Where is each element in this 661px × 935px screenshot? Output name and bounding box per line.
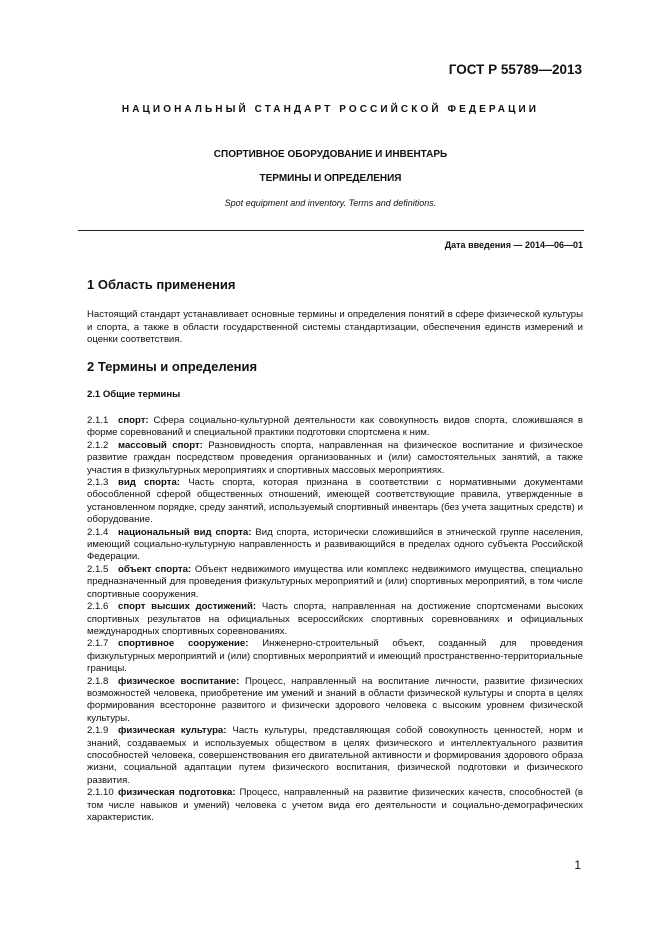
- term-name: спорт:: [118, 415, 149, 426]
- document-title: СПОРТИВНОЕ ОБОРУДОВАНИЕ И ИНВЕНТАРЬ: [213, 149, 448, 160]
- term-number: 2.1.5: [87, 563, 109, 575]
- section-1-heading: 1 Область применения: [87, 277, 236, 292]
- scope-text: Настоящий стандарт устанавливает основные термины и определения понятий в сфере физической культуры и спорта, а также в области государственной системы стандартизации, обеспечения единств измерений и оценки соответствия.: [87, 309, 583, 345]
- term-name: физическое воспитание:: [118, 675, 240, 687]
- term-definition: Процесс, направленный на воспитание личности, развитие физических возможностей человека, приобретение им умений и знаний в области физической культуры и спорта в целях формирования всесторонне развитого и физически здорового человека с высоким уровнем физической культуры.: [87, 675, 583, 724]
- term-number: 2.1.9: [87, 725, 109, 737]
- terms-list: [87, 415, 583, 824]
- term-definition: Процесс, направленный на развитие физических качеств, способностей (в том числе навыков и умений) человека с учетом вида его деятельности и социально-демографических характеристик.: [87, 787, 584, 823]
- national-standard-heading: НАЦИОНАЛЬНЫЙ СТАНДАРТ РОССИЙСКОЙ ФЕДЕРАЦИИ: [121, 104, 540, 115]
- term-entry: [87, 564, 583, 601]
- term-entry: [87, 477, 583, 527]
- header-divider: [78, 230, 584, 231]
- term-name: спорт высших достижений:: [118, 601, 257, 613]
- term-definition: Инженерно-строительный объект, созданный для проведения физкультурных мероприятий и (или) спортивных мероприятий и имеющий пространственно-территориальные границы.: [87, 638, 583, 675]
- document-subtitle: ТЕРМИНЫ И ОПРЕДЕЛЕНИЯ: [259, 173, 402, 184]
- term-number: 2.1.4: [87, 526, 109, 538]
- term-definition: Часть культуры, представляющая собой совокупность ценностей, норм и знаний, создаваемых и используемых обществом в целях физического и интеллектуального развития способностей человека, совершенствования его двигательной активности и формирования здорового образа жизни, социальной адаптации путем физического воспитания, физической подготовки и физического развития.: [87, 725, 584, 786]
- term-name: физическая подготовка:: [118, 787, 236, 799]
- term-entry: [87, 527, 583, 564]
- term-name: массовый спорт:: [118, 439, 203, 451]
- term-number: 2.1.2: [87, 439, 109, 451]
- term-name: вид спорта:: [118, 477, 181, 489]
- term-number: 2.1.10: [87, 787, 114, 799]
- term-number: 2.1.6: [87, 601, 109, 613]
- term-entry: [87, 415, 583, 440]
- gost-number: ГОСТ Р 55789—2013: [448, 62, 582, 77]
- term-name: спортивное сооружение:: [118, 638, 249, 650]
- page-number: 1: [574, 858, 581, 872]
- term-entry: [87, 676, 583, 726]
- term-entry: [87, 601, 583, 638]
- term-name: объект спорта:: [118, 563, 192, 575]
- term-definition: Объект недвижимого имущества или комплекс недвижимого имущества, специально предназначенный для проведения физкультурных мероприятий и (или) спортивных мероприятий, в том числе спортивные сооружения.: [87, 563, 584, 600]
- term-entry: [87, 638, 583, 675]
- term-name: физическая культура:: [118, 725, 227, 737]
- term-entry: [87, 787, 583, 824]
- term-entry: [87, 440, 583, 477]
- introduction-date: Дата введения — 2014—06—01: [444, 240, 583, 250]
- scope-paragraph: [87, 309, 583, 347]
- term-entry: [87, 725, 583, 787]
- section-2-heading: 2 Термины и определения: [87, 359, 258, 374]
- term-number: 2.1.1: [87, 415, 109, 426]
- term-definition: Часть спорта, направленная на достижение спортсменами высоких спортивных результатов на официальных всероссийских спортивных соревнованиях и официальных международных спортивных соревнованиях.: [87, 601, 584, 637]
- term-number: 2.1.3: [87, 477, 109, 489]
- term-number: 2.1.8: [87, 675, 109, 687]
- term-number: 2.1.7: [87, 638, 109, 650]
- term-definition: Часть спорта, которая признана в соответствии с нормативными документами обособленной сферой общественных отношений, имеющей соответствующие правила, утвержденные в установленном порядке, среду занятий, используемый спортивный инвентарь (без учета защитных средств) и оборудование.: [87, 477, 584, 526]
- term-name: национальный вид спорта:: [118, 526, 252, 538]
- term-definition: Разновидность спорта, направленная на физическое воспитание и физическое развитие граждан посредством проведения организованных и (или) самостоятельных занятий, а также участия в физкультурных мероприятиях и спортивных массовых мероприятиях.: [87, 439, 583, 476]
- term-definition: Вид спорта, исторически сложившийся в этнической группе населения, имеющий социально-культурную направленность и развивающийся в пределах одного субъекта Российской Федерации.: [87, 526, 583, 563]
- term-definition: Сфера социально-культурной деятельности как совокупность видов спорта, сложившаяся в форме соревнований и специальной практики подготовки спортсмена к ним.: [87, 415, 583, 439]
- english-title: Spot equipment and inventory. Terms and definitions.: [224, 198, 437, 208]
- subsection-2-1-heading: 2.1 Общие термины: [87, 389, 181, 400]
